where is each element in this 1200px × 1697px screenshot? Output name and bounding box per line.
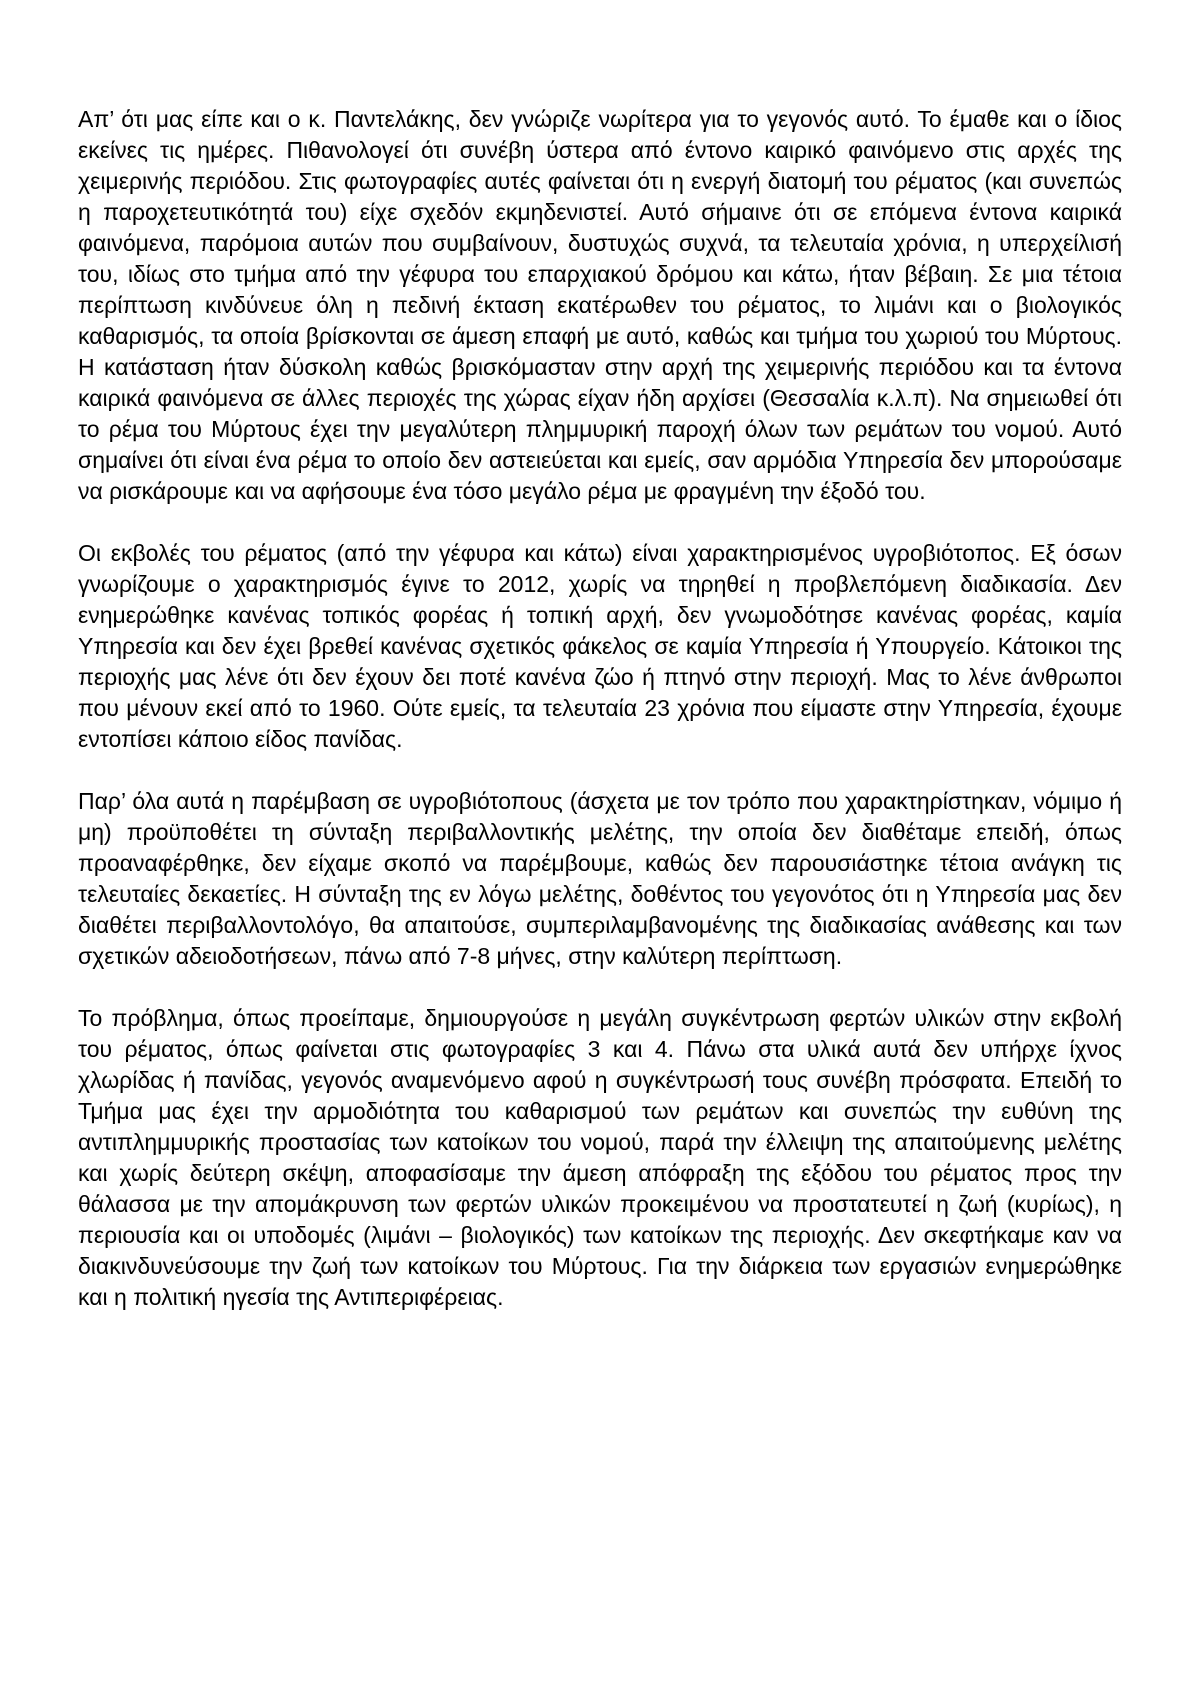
paragraph: Οι εκβολές του ρέματος (από την γέφυρα και κάτω) είναι χαρακτηρισμένος υγροβιότοπος. Εξ όσων γνωρίζουμε ο χαρακτηρισμός έγινε το 2012, χωρίς να τηρηθεί η προβλεπόμενη διαδικασία. Δεν ενημερώθηκε κανένας τοπικός φορέας ή τοπική αρχή, δεν γνωμοδότησε κανένας φορέας, καμία Υπηρεσία και δεν έχει βρεθεί κανένας σχετικός φάκελος σε καμία Υπηρεσία ή Υπουργείο. Κάτοικοι της περιοχής μας λένε ότι δεν έχουν δει ποτέ κανένα ζώο ή πτηνό στην περιοχή. Μας το λένε άνθρωποι που μένουν εκεί από το 1960. Ούτε εμείς, τα τελευταία 23 χρόνια που είμαστε στην Υπηρεσία, έχουμε εντοπίσει κάποιο είδος πανίδας.: [78, 540, 1122, 752]
document-text-block: [78, 104, 1122, 1313]
paragraph: Παρ’ όλα αυτά η παρέμβαση σε υγροβιότοπους (άσχετα με τον τρόπο που χαρακτηρίστηκαν, νόμιμο ή μη) προϋποθέτει τη σύνταξη περιβαλλοντικής μελέτης, την οποία δεν διαθέταμε επειδή, όπως προαναφέρθηκε, δεν είχαμε σκοπό να παρέμβουμε, καθώς δεν παρουσιάστηκε τέτοια ανάγκη τις τελευταίες δεκαετίες. Η σύνταξη της εν λόγω μελέτης, δοθέντος του γεγονότος ότι η Υπηρεσία μας δεν διαθέτει περιβαλλοντολόγο, θα απαιτούσε, συμπεριλαμβανομένης της διαδικασίας ανάθεσης και των σχετικών αδειοδοτήσεων, πάνω από 7-8 μήνες, στην καλύτερη περίπτωση.: [78, 788, 1122, 969]
paragraph: Το πρόβλημα, όπως προείπαμε, δημιουργούσε η μεγάλη συγκέντρωση φερτών υλικών στην εκβολή του ρέματος, όπως φαίνεται στις φωτογραφίες 3 και 4. Πάνω στα υλικά αυτά δεν υπήρχε ίχνος χλωρίδας ή πανίδας, γεγονός αναμενόμενο αφού η συγκέντρωσή τους συνέβη πρόσφατα. Επειδή το Τμήμα μας έχει την αρμοδιότητα του καθαρισμού των ρεμάτων και συνεπώς την ευθύνη της αντιπλημμυρικής προστασίας των κατοίκων του νομού, παρά την έλλειψη της απαιτούμενης μελέτης και χωρίς δεύτερη σκέψη, αποφασίσαμε την άμεση απόφραξη της εξόδου του ρέματος προς την θάλασσα με την απομάκρυνση των φερτών υλικών προκειμένου να προστατευτεί η ζωή (κυρίως), η περιουσία και οι υποδομές (λιμάνι – βιολογικός) των κατοίκων της περιοχής. Δεν σκεφτήκαμε καν να διακινδυνεύσουμε την ζωή των κατοίκων του Μύρτους. Για την διάρκεια των εργασιών ενημερώθηκε και η πολιτική ηγεσία της Αντιπεριφέρειας.: [78, 1005, 1122, 1310]
paragraph: Απ’ ότι μας είπε και ο κ. Παντελάκης, δεν γνώριζε νωρίτερα για το γεγονός αυτό. Το έμαθε και ο ίδιος εκείνες τις ημέρες. Πιθανολογεί ότι συνέβη ύστερα από έντονο καιρικό φαινόμενο στις αρχές της χειμερινής περιόδου. Στις φωτογραφίες αυτές φαίνεται ότι η ενεργή διατομή του ρέματος (και συνεπώς η παροχετευτικότητά του) είχε σχεδόν εκμηδενιστεί. Αυτό σήμαινε ότι σε επόμενα έντονα καιρικά φαινόμενα, παρόμοια αυτών που συμβαίνουν, δυστυχώς συχνά, τα τελευταία χρόνια, η υπερχείλισή του, ιδίως στο τμήμα από την γέφυρα του επαρχιακού δρόμου και κάτω, ήταν βέβαιη. Σε μια τέτοια περίπτωση κινδύνευε όλη η πεδινή έκταση εκατέρωθεν του ρέματος, το λιμάνι και ο βιολογικός καθαρισμός, τα οποία βρίσκονται σε άμεση επαφή με αυτό, καθώς και τμήμα του χωριού του Μύρτους. Η κατάσταση ήταν δύσκολη καθώς βρισκόμασταν στην αρχή της χειμερινής περιόδου και τα έντονα καιρικά φαινόμενα σε άλλες περιοχές της χώρας είχαν ήδη αρχίσει (Θεσσαλία κ.λ.π). Να σημειωθεί ότι το ρέμα του Μύρτους έχει την μεγαλύτερη πλημμυρική παροχή όλων των ρεμάτων του νομού. Αυτό σημαίνει ότι είναι ένα ρέμα το οποίο δεν αστειεύεται και εμείς, σαν αρμόδια Υπηρεσία δεν μπορούσαμε να ρισκάρουμε και να αφήσουμε ένα τόσο μεγάλο ρέμα με φραγμένη την έξοδό του.: [78, 106, 1122, 504]
